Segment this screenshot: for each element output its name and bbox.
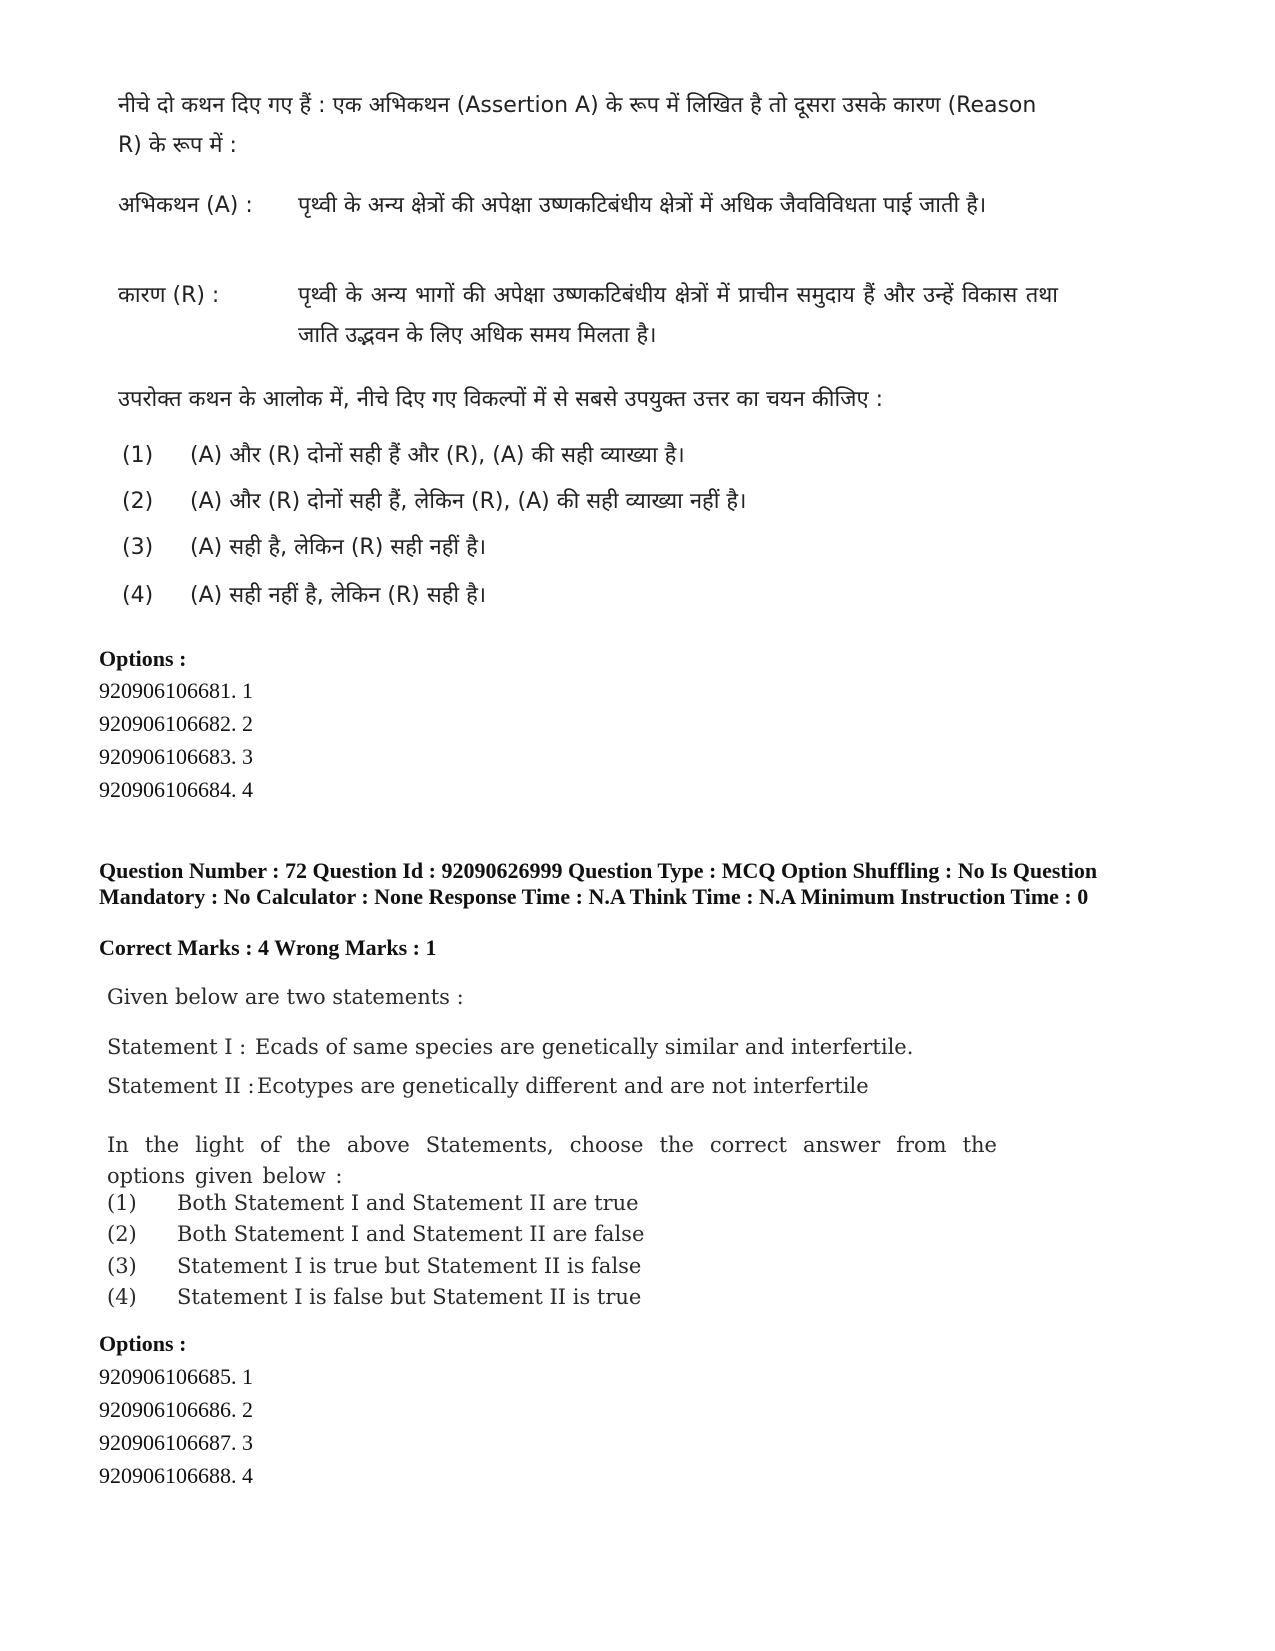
option-number: (3) — [122, 535, 154, 560]
option-id-line: 920906106684. 4 — [99, 777, 253, 802]
option-id-line: 920906106685. 1 — [99, 1364, 253, 1389]
option-id-line: 920906106687. 3 — [99, 1430, 253, 1455]
statement-2-label: Statement II : — [107, 1074, 255, 1098]
option-number: (4) — [107, 1285, 137, 1309]
option-text: (A) सही नहीं है, लेकिन (R) सही है। — [190, 583, 487, 608]
option-text: Both Statement I and Statement II are true — [177, 1191, 639, 1215]
statement-1-label: Statement I : — [107, 1035, 247, 1059]
english-choose-instruction: In the light of the above Statements, choose the correct answer from the options given below : — [107, 1133, 997, 1188]
options-heading: Options : — [99, 646, 187, 671]
option-number: (1) — [122, 443, 154, 468]
option-number: (2) — [122, 489, 154, 514]
statement-1-text: Ecads of same species are genetically similar and interfertile. — [255, 1035, 914, 1059]
english-question-intro: Given below are two statements : — [107, 985, 464, 1009]
option-text: (A) और (R) दोनों सही हैं और (R), (A) की सही व्याख्या है। — [190, 443, 685, 468]
option-id-line: 920906106682. 2 — [99, 711, 253, 736]
option-number: (4) — [122, 583, 154, 608]
statement-2-text: Ecotypes are genetically different and are not interfertile — [257, 1074, 869, 1098]
assertion-label: अभिकथन (A) : — [118, 193, 253, 218]
option-number: (3) — [107, 1254, 137, 1278]
reason-label: कारण (R) : — [118, 283, 220, 308]
reason-text: पृथ्वी के अन्य भागों की अपेक्षा उष्णकटिबंधीय क्षेत्रों में प्राचीन समुदाय हैं और उन्हें विकास तथा जाति उद्भवन के लिए अधिक समय मिलता है। — [298, 283, 1058, 348]
option-text: (A) और (R) दोनों सही हैं, लेकिन (R), (A) की सही व्याख्या नहीं है। — [190, 489, 747, 514]
hindi-choose-instruction: उपरोक्त कथन के आलोक में, नीचे दिए गए विकल्पों में से सबसे उपयुक्त उत्तर का चयन कीजिए : — [118, 387, 884, 412]
option-id-line: 920906106686. 2 — [99, 1397, 253, 1422]
options-heading: Options : — [99, 1331, 187, 1356]
question-metadata: Question Number : 72 Question Id : 92090626999 Question Type : MCQ Option Shuffling : No Is Question Mandatory : No Calculator : None Response Time : N.A Think Time : N.A Minimum Instruction Time : 0 — [99, 858, 1098, 909]
option-number: (1) — [107, 1191, 137, 1215]
hindi-question — [118, 86, 1058, 608]
option-number: (2) — [107, 1222, 137, 1246]
hindi-question-intro: नीचे दो कथन दिए गए हैं : एक अभिकथन (Assertion A) के रूप में लिखित है तो दूसरा उसके कारण (Reason R) के रूप में : — [118, 93, 1037, 158]
option-text: Both Statement I and Statement II are false — [177, 1222, 645, 1246]
assertion-text: पृथ्वी के अन्य क्षेत्रों की अपेक्षा उष्णकटिबंधीय क्षेत्रों में अधिक जैवविविधता पाई जाती है। — [298, 193, 987, 218]
option-text: Statement I is false but Statement II is true — [177, 1285, 642, 1309]
option-id-line: 920906106681. 1 — [99, 678, 253, 703]
option-text: (A) सही है, लेकिन (R) सही नहीं है। — [190, 535, 487, 560]
option-id-line: 920906106688. 4 — [99, 1463, 253, 1488]
option-id-line: 920906106683. 3 — [99, 744, 253, 769]
question-marks: Correct Marks : 4 Wrong Marks : 1 — [99, 935, 437, 960]
option-text: Statement I is true but Statement II is false — [177, 1254, 642, 1278]
